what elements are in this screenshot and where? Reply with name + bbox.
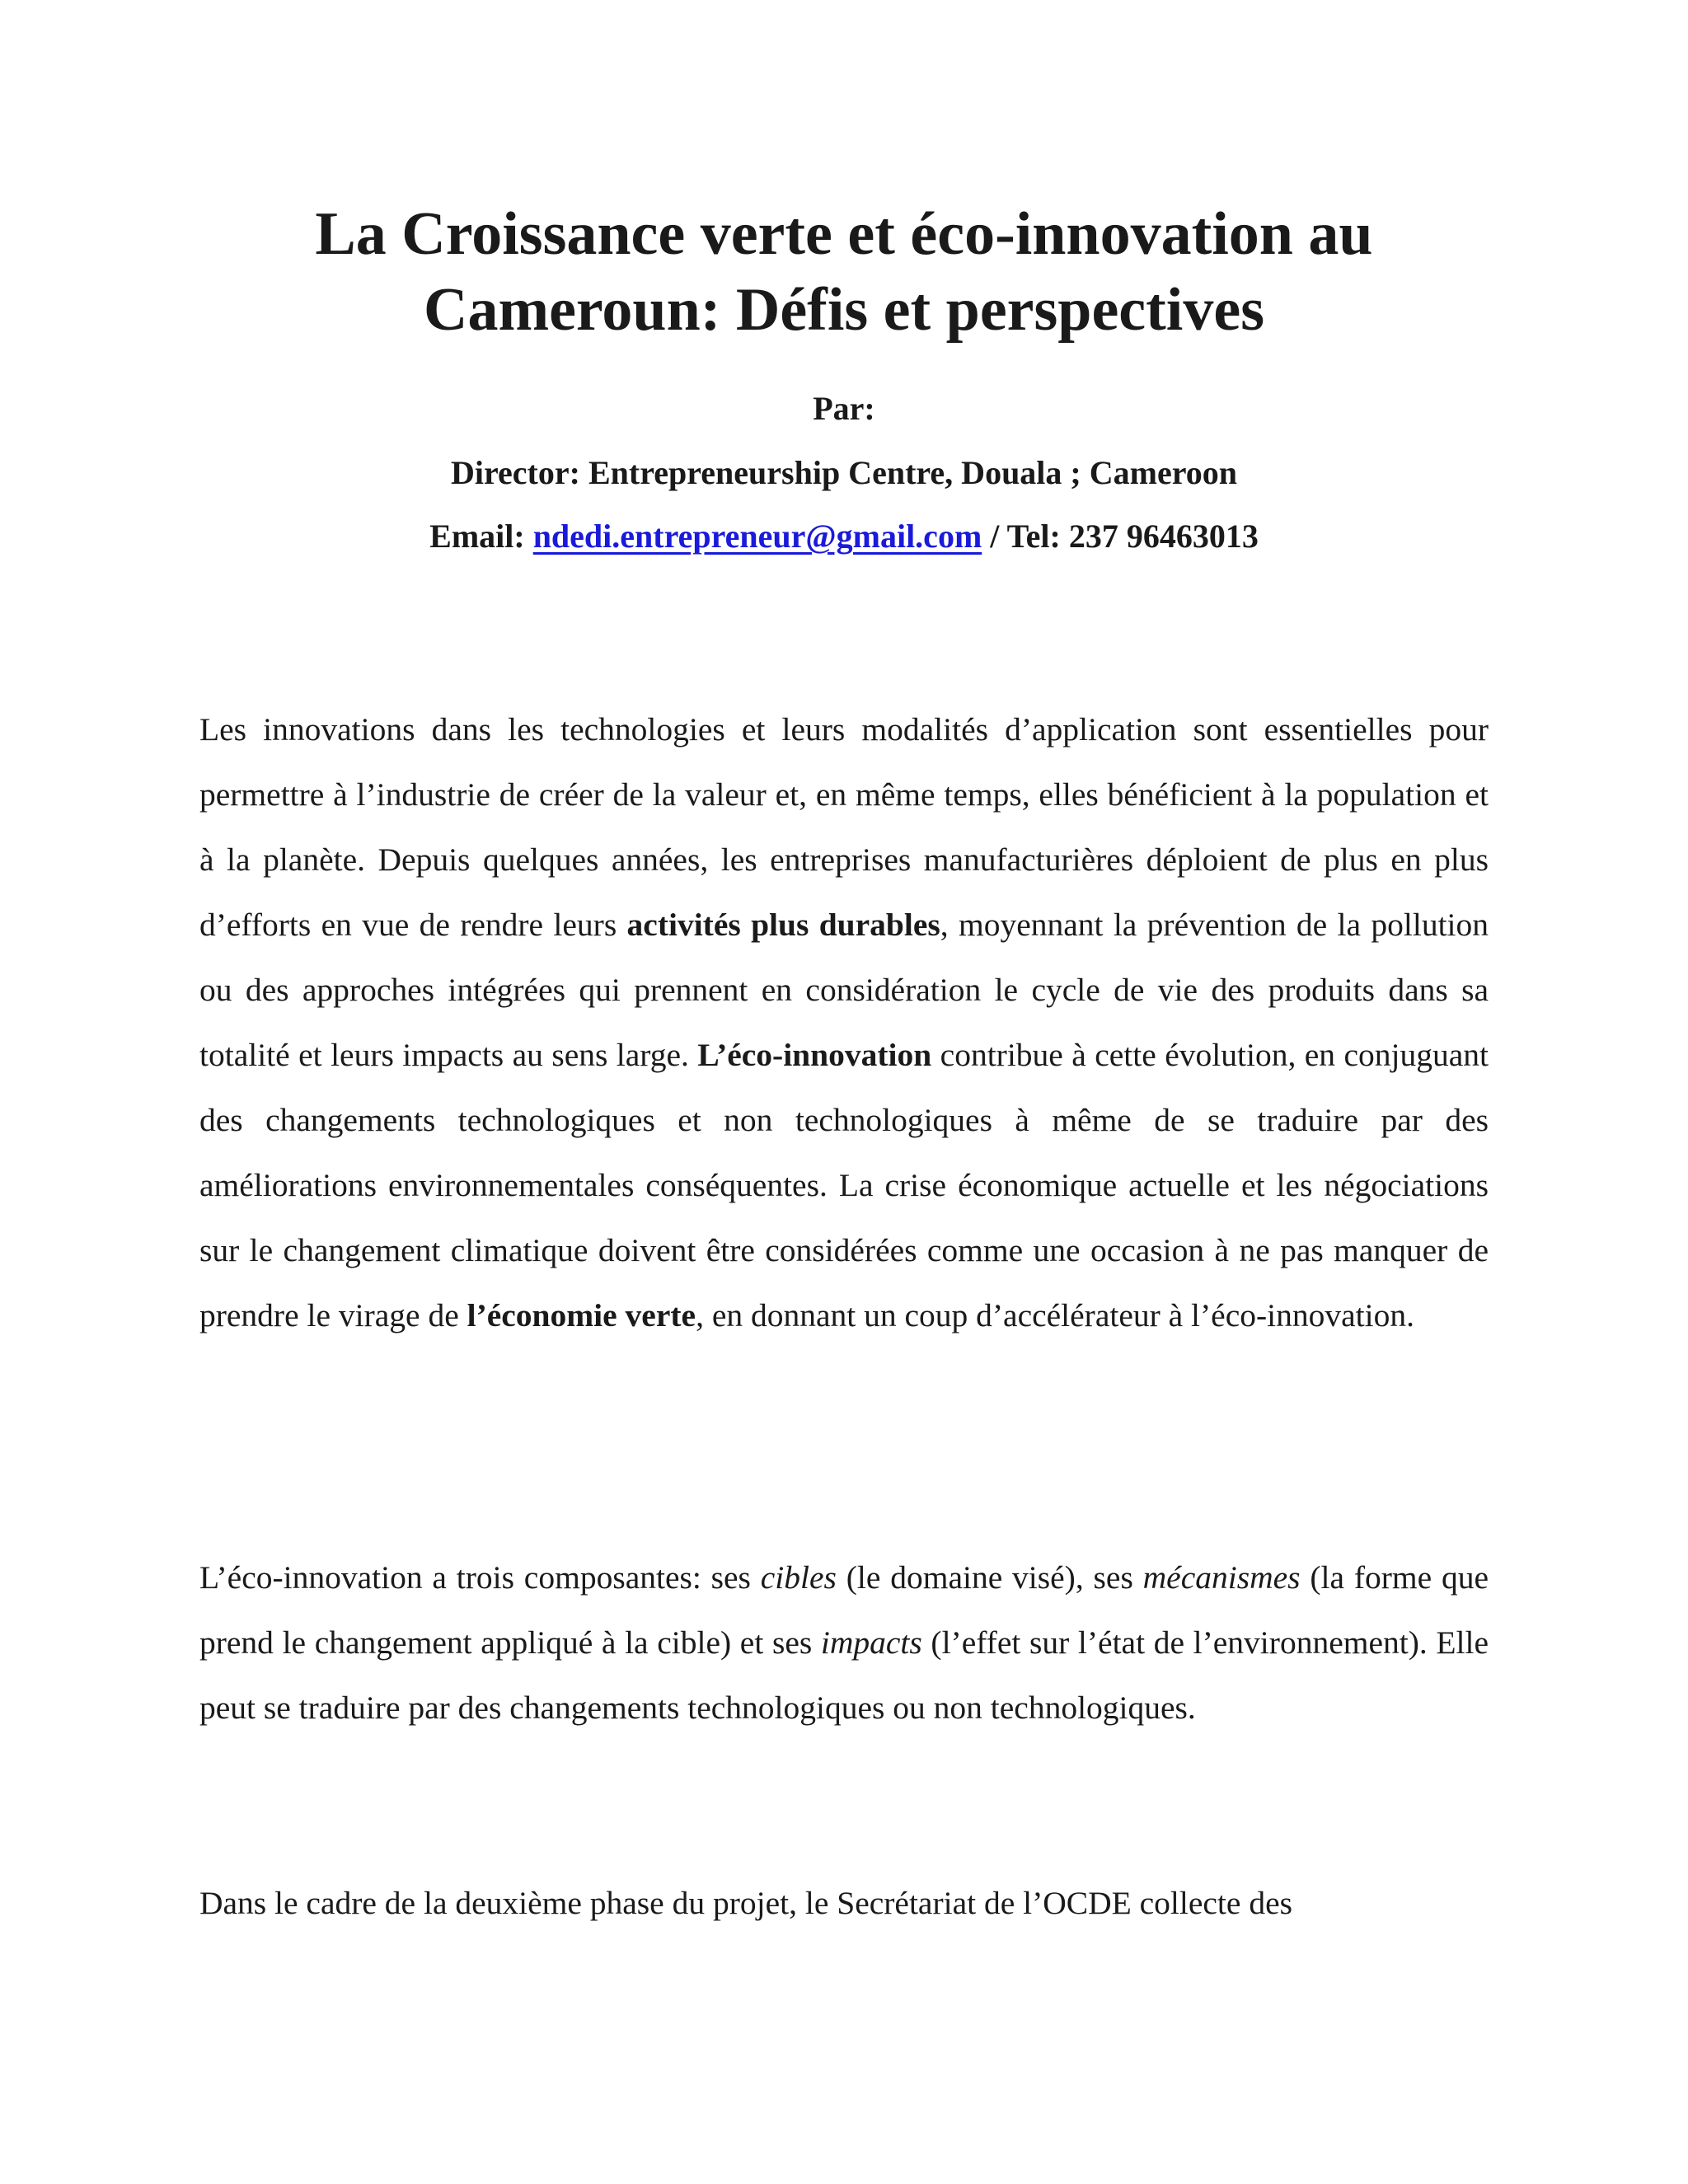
title-line-2: Cameroun: Défis et perspectives <box>424 276 1264 344</box>
paragraph-intro <box>199 697 1489 1348</box>
paragraph-components-italic-3: impacts <box>820 1624 922 1661</box>
paragraph-components-text-3: (la forme que prend le changement appliqué à la cible) et ses <box>199 1559 1489 1661</box>
paragraph-ocde-text-1: Dans le cadre de la deuxième phase du projet, le Secrétariat de l’OCDE collecte des <box>199 1885 1292 1921</box>
email-link[interactable]: ndedi.entrepreneur@gmail.com <box>532 518 982 555</box>
paragraph-intro-text-1: Les innovations dans les technologies et leurs modalités d’application sont essentielles pour permettre à l’industrie de créer de la valeur et, en même temps, elles bénéficient à la population et à la planète. Depuis quelques années, les entreprises manufacturières déploient de plus en plus d’efforts en vue de rendre leurs <box>199 711 1489 943</box>
title-line-1: La Croissance verte et éco-innovation au <box>315 200 1373 268</box>
paragraph-ocde <box>199 1871 1489 1936</box>
paragraph-intro-text-2: , moyennant la prévention de la pollution ou des approches intégrées qui prennent en considération le cycle de vie des produits dans sa totalité et leurs impacts au sens large. <box>199 907 1489 1073</box>
paragraph-components-italic-2: mécanismes <box>1142 1559 1301 1596</box>
paragraph-components-text-4: (l’effet sur l’état de l’environnement). Elle peut se traduire par des changements technologiques ou non technologiques. <box>199 1624 1489 1726</box>
byline-director: Director: Entrepreneurship Centre, Douala ; Cameroon <box>451 454 1237 491</box>
paragraph-intro-bold-3: l’économie verte <box>467 1297 696 1333</box>
paragraph-components <box>199 1545 1489 1741</box>
email-label: Email: <box>429 518 533 555</box>
tel-text: / Tel: 237 96463013 <box>982 518 1259 555</box>
byline-par: Par: <box>813 390 875 427</box>
byline-contact <box>165 517 1523 556</box>
paragraph-intro-text-3: contribue à cette évolution, en conjuguant des changements technologiques et non technologiques à même de se traduire par des améliorations environnementales conséquentes. La crise économique actuelle et les négociations sur le changement climatique doivent être considérées comme une occasion à ne pas manquer de prendre le virage de <box>199 1037 1489 1333</box>
document-title <box>165 196 1523 348</box>
paragraph-components-text-1: L’éco-innovation a trois composantes: ses <box>199 1559 761 1596</box>
paragraph-intro-bold-1: activités plus durables <box>626 907 940 943</box>
paragraph-components-italic-1: cibles <box>760 1559 837 1596</box>
paragraph-intro-text-4: , en donnant un coup d’accélérateur à l’éco-innovation. <box>696 1297 1414 1333</box>
paragraph-intro-bold-2: L’éco-innovation <box>697 1037 932 1073</box>
paragraph-components-text-2: (le domaine visé), ses <box>836 1559 1143 1596</box>
